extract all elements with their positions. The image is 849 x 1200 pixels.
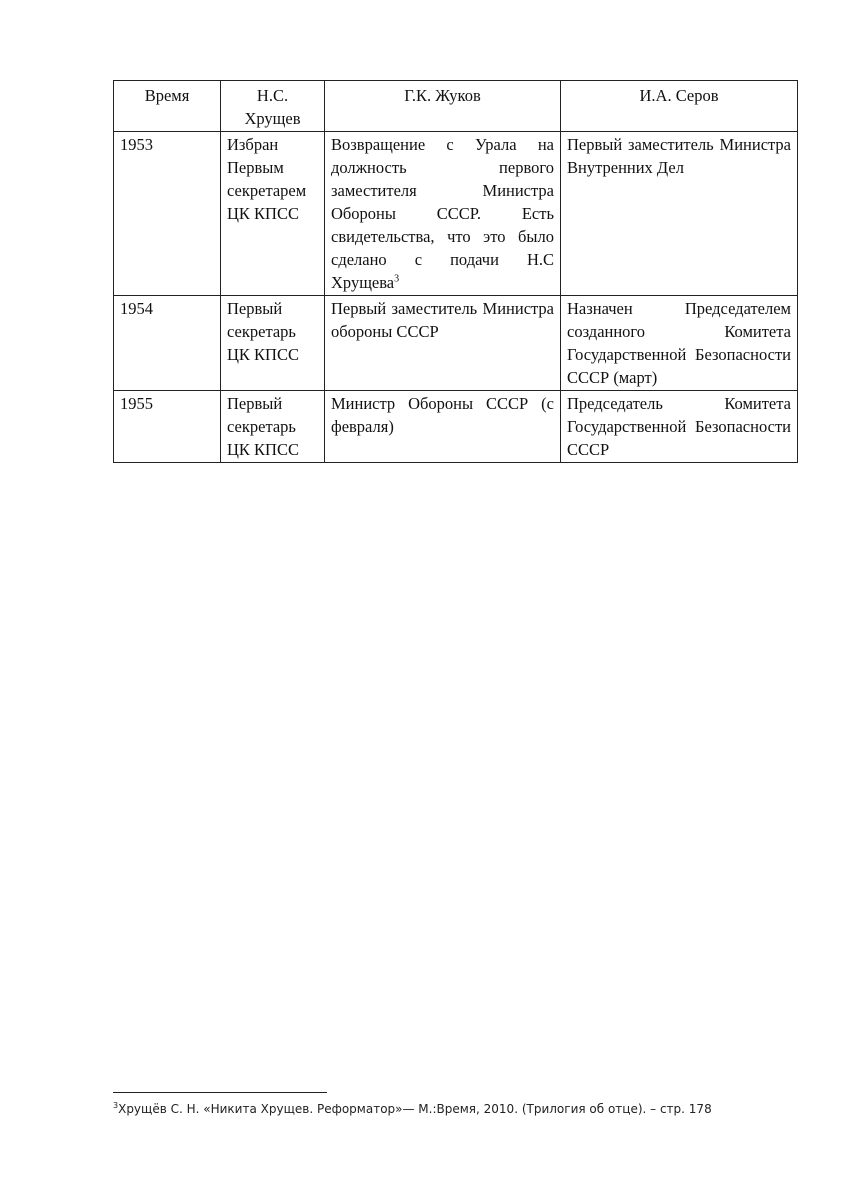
table-row xyxy=(114,391,798,463)
footnote-reference[interactable]: 3 xyxy=(394,273,400,285)
cell-year: 1954 xyxy=(114,296,221,391)
cell-zhukov-text: Возвращение с Урала на должность первого заместителя Министра Обороны СССР. Есть свидетельства, что это было сделано с подачи Н.С Хрущева xyxy=(331,135,554,292)
header-serov: И.А. Серов xyxy=(561,81,798,132)
cell-serov: Назначен Председателем созданного Комитета Государственной Безопасности СССР (март) xyxy=(561,296,798,391)
cell-serov: Первый заместитель Министра Внутренних Дел xyxy=(561,132,798,296)
footnote xyxy=(113,1100,813,1118)
header-time: Время xyxy=(114,81,221,132)
header-zhukov: Г.К. Жуков xyxy=(325,81,561,132)
cell-zhukov: Министр Обороны СССР (с февраля) xyxy=(325,391,561,463)
table-header-row xyxy=(114,81,798,132)
footnote-separator xyxy=(113,1092,327,1093)
cell-year: 1955 xyxy=(114,391,221,463)
footnote-text: Хрущёв С. Н. «Никита Хрущев. Реформатор»— М.:Время, 2010. (Трилогия об отце). – стр. 178 xyxy=(118,1102,712,1116)
table-row xyxy=(114,296,798,391)
cell-serov: Председатель Комитета Государственной Безопасности СССР xyxy=(561,391,798,463)
footnote-mark: 3 xyxy=(113,1101,119,1110)
cell-year: 1953 xyxy=(114,132,221,296)
cell-khrushchev: Первый секретарь ЦК КПСС xyxy=(221,296,325,391)
table-row xyxy=(114,132,798,296)
events-table xyxy=(113,80,798,463)
header-khrushchev: Н.С. Хрущев xyxy=(221,81,325,132)
cell-zhukov: Первый заместитель Министра обороны СССР xyxy=(325,296,561,391)
cell-zhukov xyxy=(325,132,561,296)
cell-khrushchev: Первый секретарь ЦК КПСС xyxy=(221,391,325,463)
cell-khrushchev: Избран Первым секретарем ЦК КПСС xyxy=(221,132,325,296)
